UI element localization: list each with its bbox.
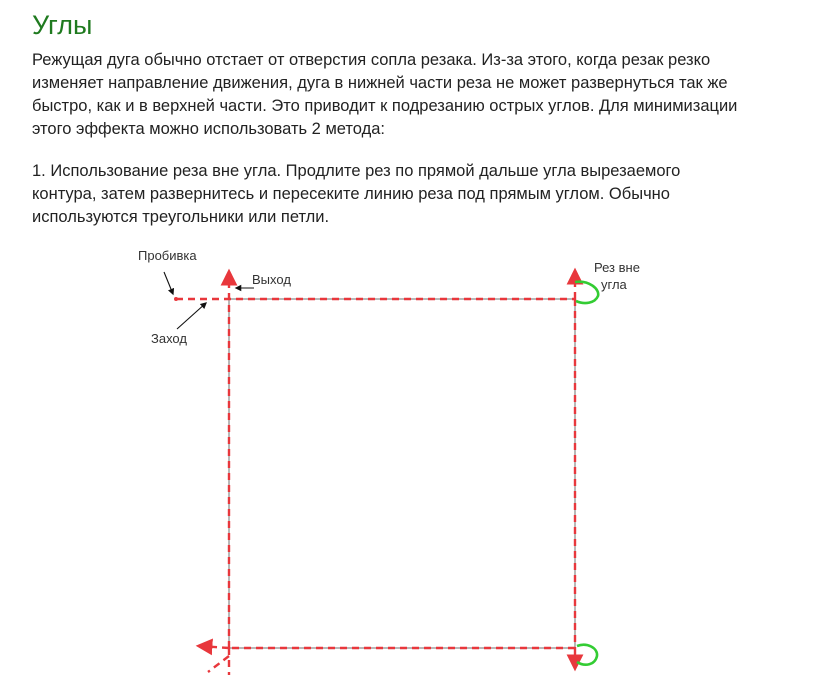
bottom-right-loop xyxy=(577,645,597,665)
pierce-pointer xyxy=(164,272,173,294)
part-outline xyxy=(229,299,575,648)
method-line-3: используются треугольники или петли. xyxy=(32,208,330,226)
pierce-label: Пробивка xyxy=(138,248,197,263)
exit-label: Выход xyxy=(252,272,291,287)
intro-line-3: быстро, как и в верхней части. Это приводит к подрезанию острых углов. Для минимизации xyxy=(32,97,738,115)
intro-line-2: изменяет направление движения, дуга в нижней части реза не может развернуться так же xyxy=(32,74,728,92)
bottom-left-triangle xyxy=(208,656,229,672)
outside-corner-label-line-1: Рез вне xyxy=(594,260,640,275)
outside-corner-label-line-2: угла xyxy=(601,277,627,292)
bottom-left-arrow xyxy=(199,646,229,648)
method-line-1: 1. Использование реза вне угла. Продлите рез по прямой дальше угла вырезаемого xyxy=(32,162,681,180)
pierce-point xyxy=(174,297,178,301)
entry-pointer xyxy=(177,303,206,329)
entry-label: Заход xyxy=(151,331,187,346)
page-title: Углы xyxy=(32,10,93,40)
intro-line-1: Режущая дуга обычно отстает от отверстия сопла резака. Из-за этого, когда резак резко xyxy=(32,51,711,69)
top-right-loop xyxy=(575,282,598,303)
intro-line-4: этого эффекта можно использовать 2 метода: xyxy=(32,120,385,138)
method-line-2: контура, затем развернитесь и пересеките линию реза под прямым углом. Обычно xyxy=(32,185,670,203)
